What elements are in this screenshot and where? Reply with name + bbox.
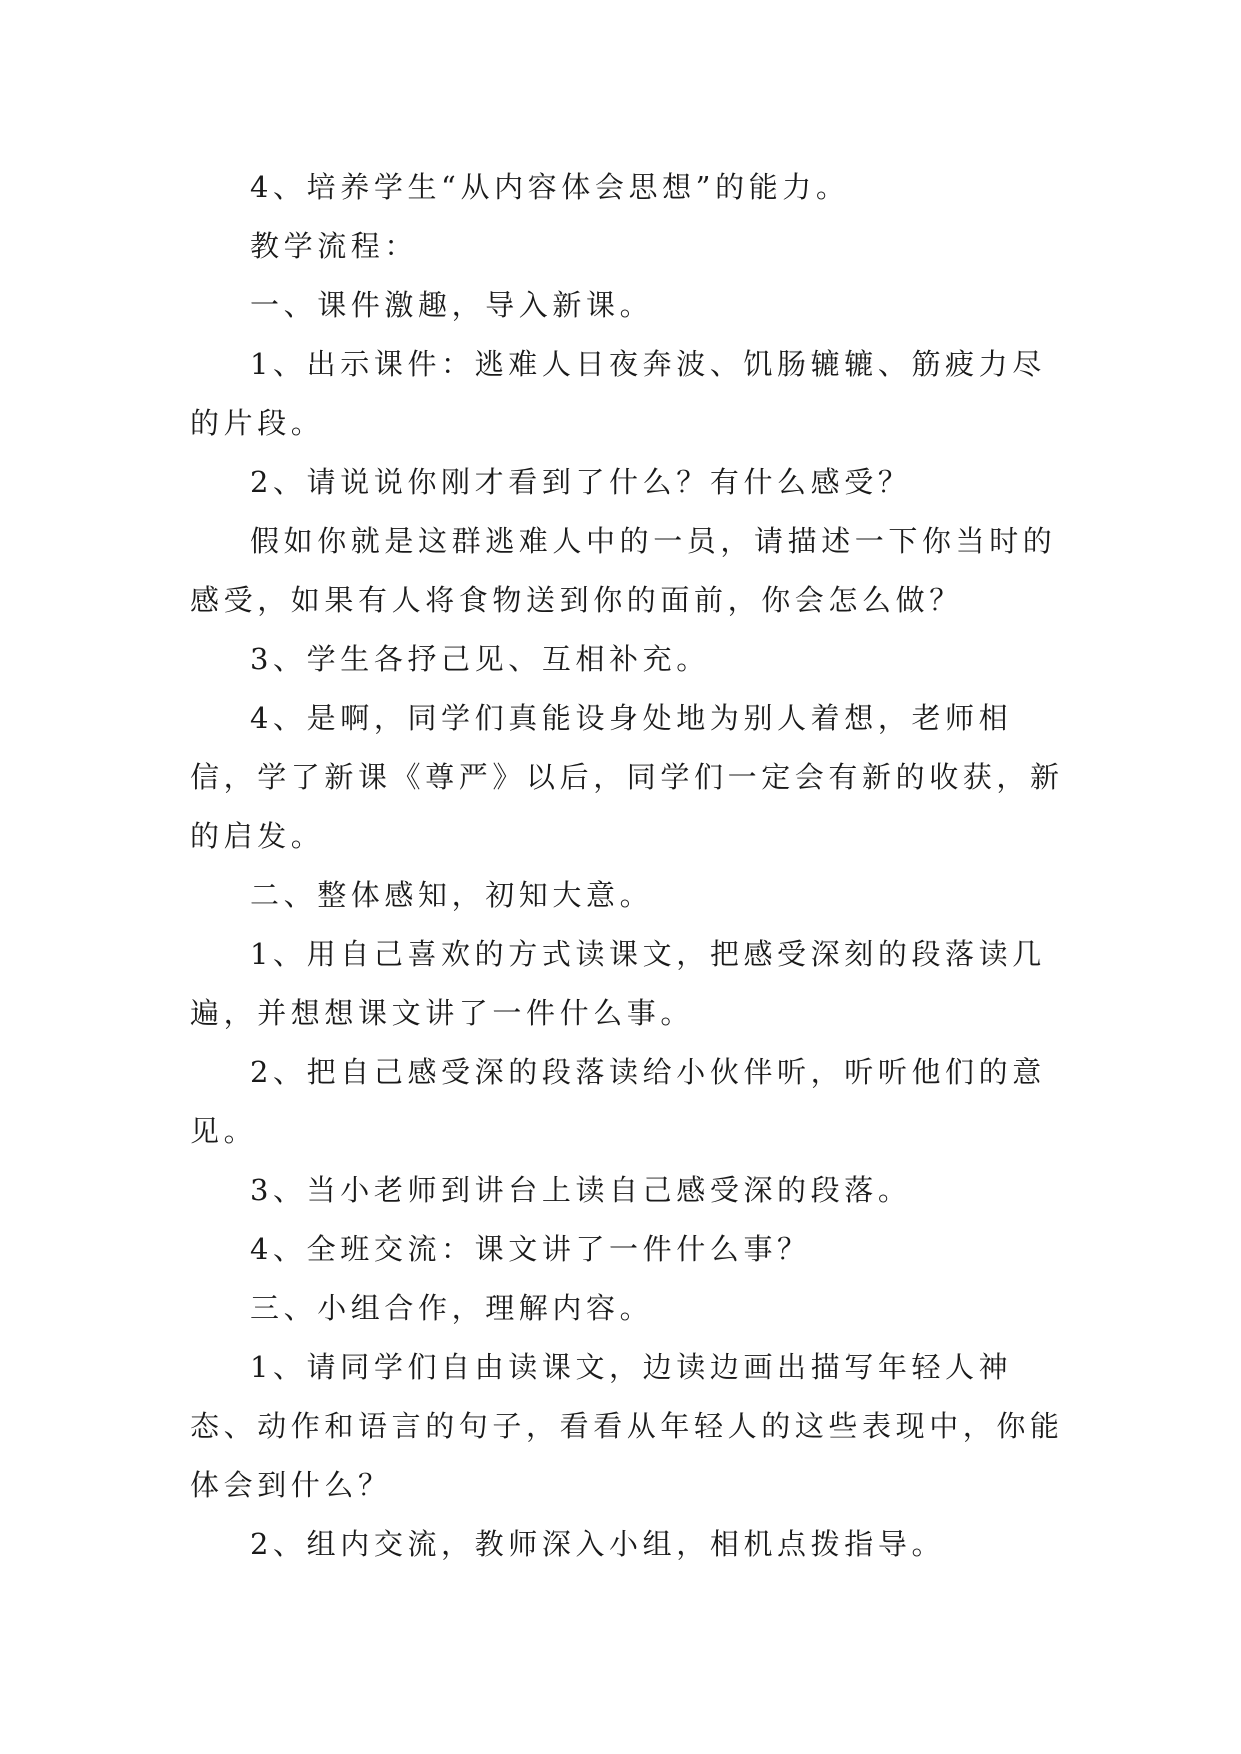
paragraph-step-1-3: 3、学生各抒己见、互相补充。 [250, 642, 710, 676]
paragraph-step-2-3: 3、当小老师到讲台上读自己感受深的段落。 [250, 1173, 912, 1207]
paragraph-step-3-1: 1、请同学们自由读课文，边读边画出描写年轻人神态、动作和语言的句子，看看从年轻人的这些表现中，你能体会到什么？ [190, 1350, 1064, 1502]
paragraph-step-2-2: 2、把自己感受深的段落读给小伙伴听，听听他们的意见。 [190, 1055, 1046, 1148]
paragraph-step-2-4: 4、全班交流：课文讲了一件什么事？ [250, 1232, 811, 1266]
paragraph-step-1-2: 2、请说说你刚才看到了什么？有什么感受？ [250, 465, 912, 499]
paragraph-teaching-process-heading: 教学流程： [250, 229, 419, 263]
section-heading-1: 一、课件激趣，导入新课。 [250, 288, 654, 322]
paragraph-step-1-2-detail: 假如你就是这群逃难人中的一员，请描述一下你当时的感受，如果有人将食物送到你的面前，你会怎么做？ [190, 524, 1057, 617]
paragraph-step-3-2: 2、组内交流，教师深入小组，相机点拨指导。 [250, 1527, 946, 1561]
paragraph-objective-4: 4、培养学生“从内容体会思想”的能力。 [250, 170, 850, 204]
paragraph-step-1-1: 1、出示课件：逃难人日夜奔波、饥肠辘辘、筋疲力尽的片段。 [190, 347, 1046, 440]
paragraph-step-2-1: 1、用自己喜欢的方式读课文，把感受深刻的段落读几遍，并想想课文讲了一件什么事。 [190, 937, 1046, 1030]
section-heading-2: 二、整体感知，初知大意。 [250, 878, 654, 912]
section-heading-3: 三、小组合作，理解内容。 [250, 1291, 654, 1325]
paragraph-step-1-4: 4、是啊，同学们真能设身处地为别人着想，老师相信，学了新课《尊严》以后，同学们一定会有新的收获，新的启发。 [190, 701, 1064, 853]
document-body [190, 158, 1068, 1574]
